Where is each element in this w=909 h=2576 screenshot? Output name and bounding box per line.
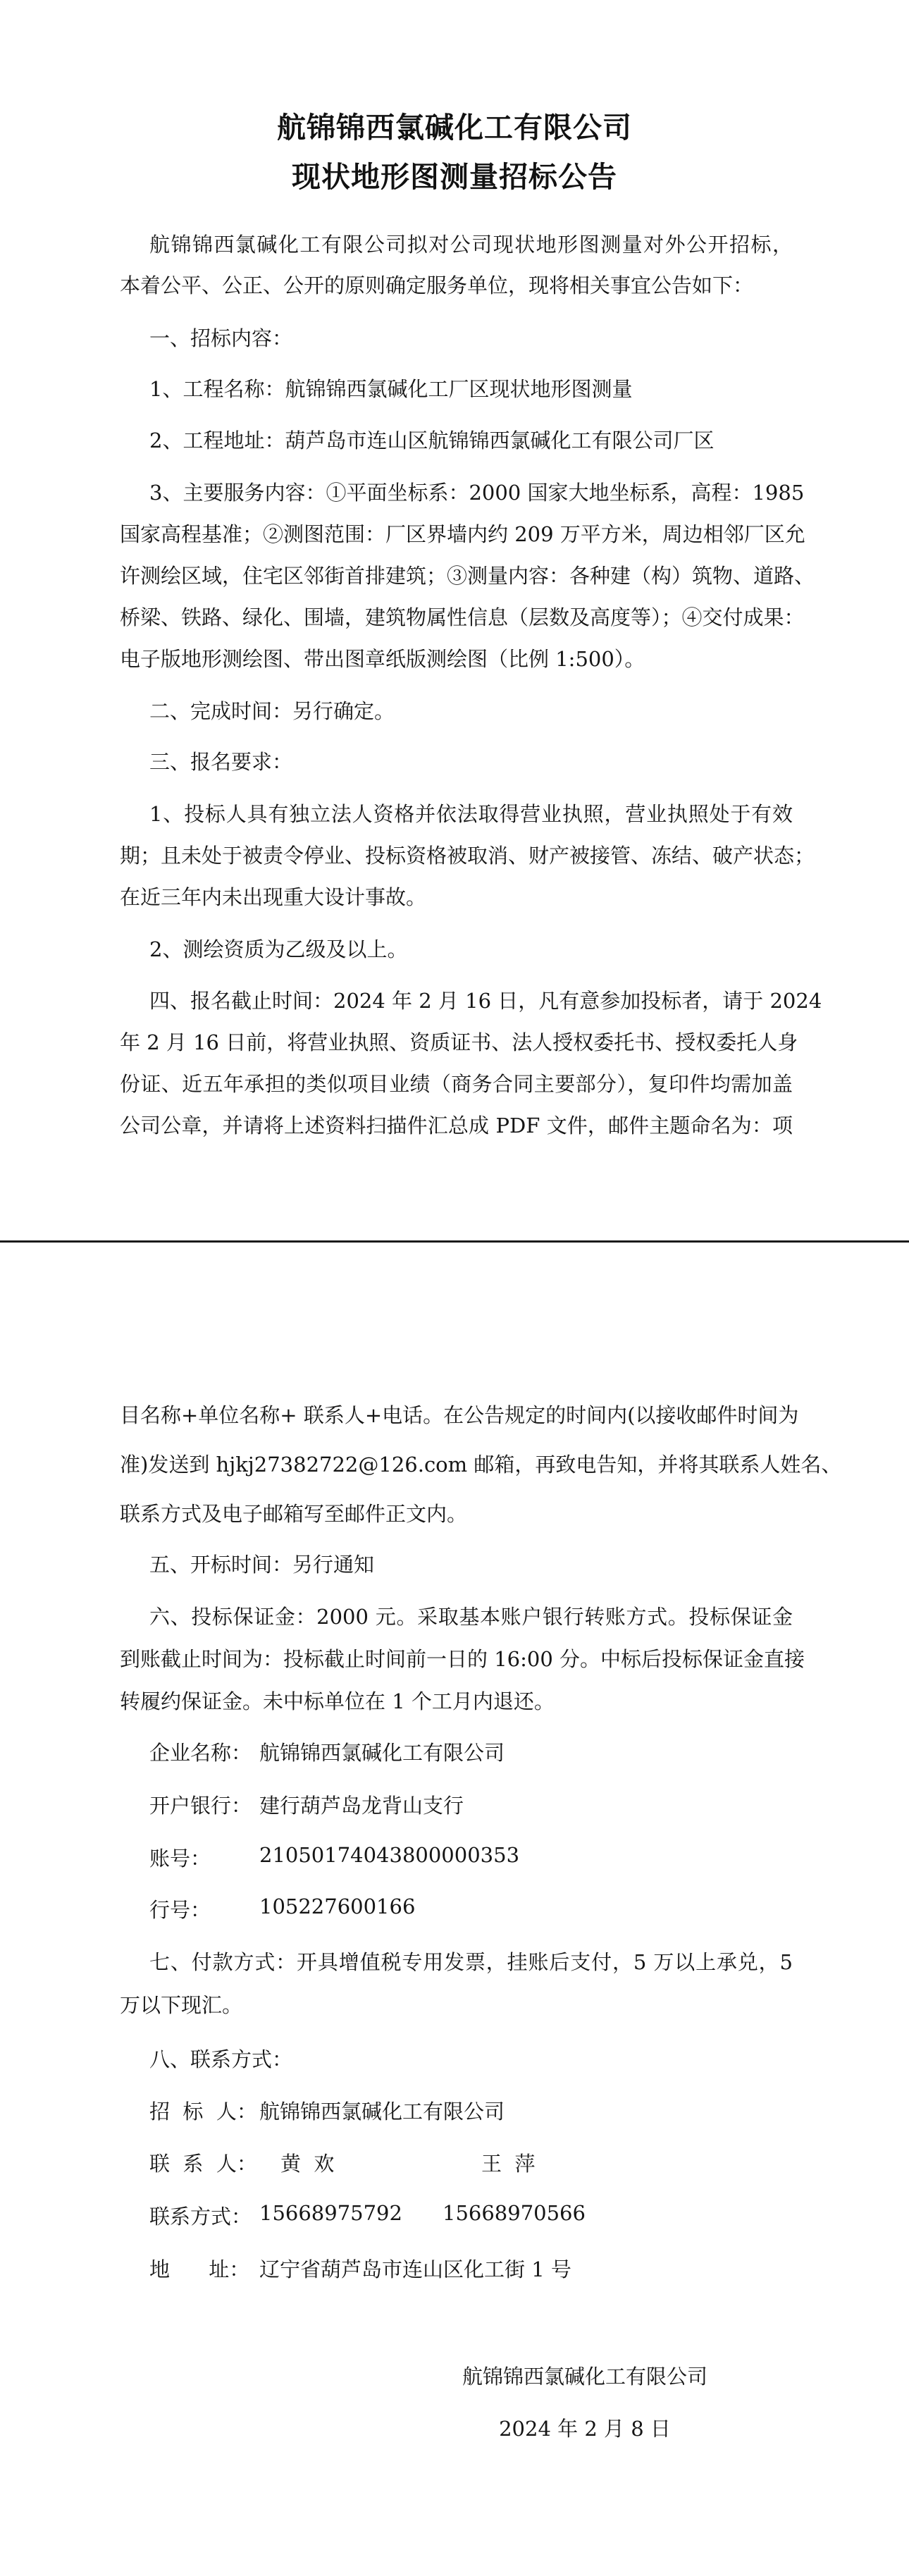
section-completion-time: 二、完成时间：另行确定。 (149, 699, 395, 723)
section-bid-opening-time: 五、开标时间：另行通知 (149, 1553, 375, 1577)
bank-label: 开户银行： (149, 1794, 252, 1818)
payment-method-line: 七、付款方式：开具增值税专用发票，挂账后支付，5 万以上承兑，5 (149, 1950, 793, 1974)
requirement-line: 1、投标人具有独立法人资格并依法取得营业执照，营业执照处于有效 (149, 802, 793, 826)
requirement-line: 期；且未处于被责令停业、投标资格被取消、财产被接管、冻结、破产状态； (120, 844, 815, 868)
deadline-paragraph-line: 四、报名截止时间：2024 年 2 月 16 日，凡有意参加投标者，请于 2024 (149, 989, 822, 1013)
tenderer-value: 航锦锦西氯碱化工有限公司 (259, 2100, 505, 2124)
bank-number-label: 行号： (149, 1898, 211, 1922)
signature-date: 2024 年 2 月 8 日 (499, 2417, 671, 2441)
bank-number-value: 105227600166 (259, 1894, 416, 1918)
service-content-line: 桥梁、铁路、绿化、围墙，建筑物属性信息（层数及高度等）；④交付成果： (120, 605, 805, 629)
bid-bond-line: 六、投标保证金：2000 元。采取基本账户银行转账方式。投标保证金 (149, 1605, 793, 1629)
account-label: 账号： (149, 1847, 211, 1871)
deadline-paragraph-line: 公司公章，并请将上述资料扫描件汇总成 PDF 文件，邮件主题命名为：项 (120, 1114, 793, 1138)
bid-bond-line: 到账截止时间为：投标截止时间前一日的 16:00 分。中标后投标保证金直接 (120, 1647, 805, 1671)
service-content-line: 国家高程基准；②测图范围：厂区界墙内约 209 万平方米，周边相邻厂区允 (120, 522, 805, 546)
service-content-line: 电子版地形测绘图、带出图章纸版测绘图（比例 1:500）。 (120, 647, 645, 671)
payment-method-line: 万以下现汇。 (120, 1993, 243, 2017)
account-number: 21050174043800000353 (259, 1843, 520, 1867)
deadline-paragraph-line: 联系方式及电子邮箱写至邮件正文内。 (120, 1502, 468, 1526)
document-page-1 (0, 0, 909, 1240)
project-name: 1、工程名称：航锦锦西氯碱化工厂区现状地形图测量 (149, 377, 633, 401)
section-heading-tender-content: 一、招标内容： (149, 326, 293, 350)
deadline-paragraph-line: 年 2 月 16 日前，将营业执照、资质证书、法人授权委托书、授权委托人身 (120, 1030, 798, 1054)
intro-paragraph-line: 本着公平、公正、公开的原则确定服务单位，现将相关事宜公告如下： (120, 273, 754, 297)
section-heading-registration-requirements: 三、报名要求： (149, 750, 293, 774)
deadline-paragraph-line: 准)发送到 hjkj27382722@126.com 邮箱，再致电告知，并将其联系人姓名、 (120, 1453, 842, 1477)
contact-person-2: 王 萍 (481, 2152, 536, 2176)
qualification-requirement: 2、测绘资质为乙级及以上。 (149, 937, 408, 961)
address-value: 辽宁省葫芦岛市连山区化工街 1 号 (259, 2257, 571, 2281)
deadline-paragraph-line: 份证、近五年承担的类似项目业绩（商务合同主要部分），复印件均需加盖 (120, 1072, 793, 1096)
company-name-value: 航锦锦西氯碱化工有限公司 (259, 1741, 505, 1765)
section-heading-contact: 八、联系方式： (149, 2047, 293, 2071)
bid-bond-line: 转履约保证金。未中标单位在 1 个工月内退还。 (120, 1689, 555, 1713)
deadline-paragraph-line: 目名称+单位名称+ 联系人+电话。在公告规定的时间内(以接收邮件时间为 (120, 1403, 799, 1427)
service-content-line: 3、主要服务内容：①平面坐标系：2000 国家大地坐标系，高程：1985 (149, 481, 805, 505)
requirement-line: 在近三年内未出现重大设计事故。 (120, 885, 427, 909)
service-content-line: 许测绘区域，住宅区邻街首排建筑；③测量内容：各种建（构）筑物、道路、 (120, 564, 815, 588)
tenderer-label: 招 标 人： (149, 2100, 257, 2124)
phone-number-1: 15668975792 (259, 2201, 402, 2225)
intro-paragraph-line: 航锦锦西氯碱化工有限公司拟对公司现状地形图测量对外公开招标， (149, 233, 793, 257)
bank-value: 建行葫芦岛龙背山支行 (259, 1794, 464, 1818)
page-title-line-1: 航锦锦西氯碱化工有限公司 (277, 111, 632, 144)
contact-person-1: 黄 欢 (280, 2152, 335, 2176)
phone-label: 联系方式： (149, 2205, 252, 2229)
page-divider (0, 1240, 909, 1285)
project-address: 2、工程地址：葫芦岛市连山区航锦锦西氯碱化工有限公司厂区 (149, 429, 715, 452)
address-label: 地 址： (149, 2257, 250, 2281)
company-name-label: 企业名称： (149, 1741, 252, 1765)
page-title-line-2: 现状地形图测量招标公告 (292, 160, 617, 194)
phone-number-2: 15668970566 (443, 2201, 586, 2225)
contact-person-label: 联 系 人： (149, 2152, 257, 2176)
signature-company: 航锦锦西氯碱化工有限公司 (462, 2365, 707, 2389)
document-page-2 (0, 1283, 909, 2576)
